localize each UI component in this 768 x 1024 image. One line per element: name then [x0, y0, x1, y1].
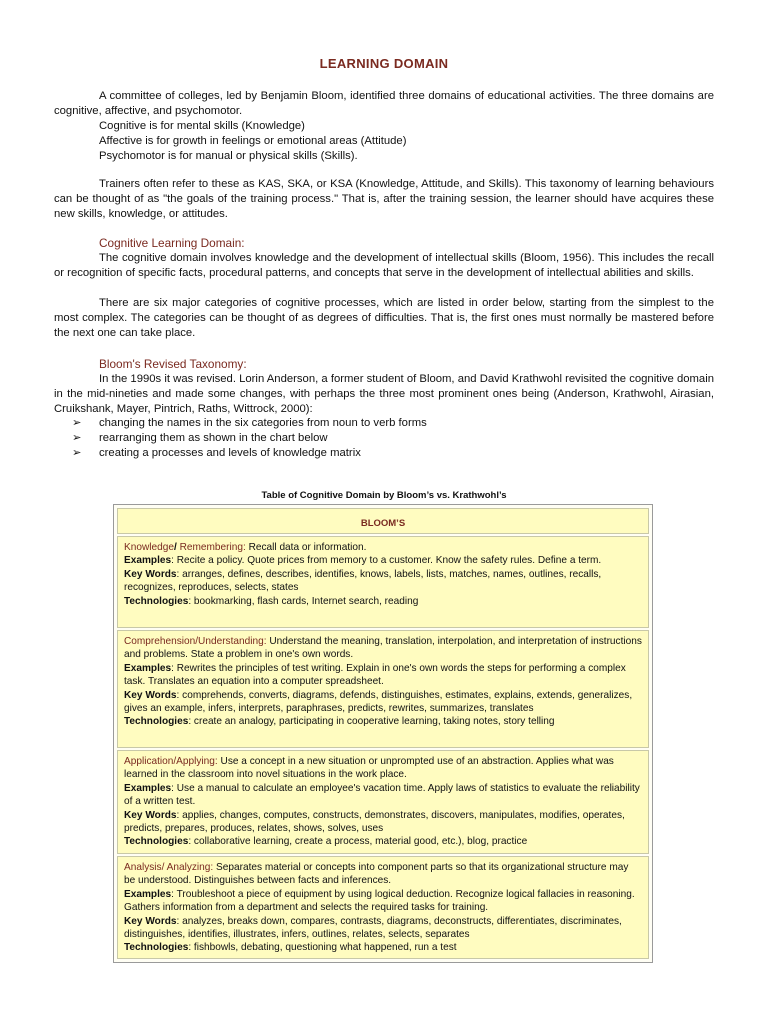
examples-text: : Troubleshoot a piece of equipment by using logical deduction. Recognize logical fallacies in reasoning. Gathers information from a department and selects the required tasks for training. — [124, 888, 635, 914]
table-row-application — [117, 750, 649, 854]
row-technologies — [124, 941, 642, 954]
arrow-bullet-icon: ➢ — [72, 432, 82, 444]
cognitive-text-2: There are six major categories of cognitive processes, which are listed in order below, starting from the simplest to the most complex. The categories can be thought of as degrees of difficulties. That is, the first ones must normally be mastered before the next one can take place. — [54, 297, 714, 339]
row-technologies — [124, 835, 642, 848]
intro-paragraph — [54, 89, 714, 119]
table-row-knowledge — [117, 536, 649, 628]
keywords-key: Key Words — [124, 568, 177, 580]
keywords-text: : comprehends, converts, diagrams, defends, distinguishes, estimates, explains, extends, generalizes, gives an example, infers, interprets, paraphrases, predicts, rewrites, summarizes, translates — [124, 689, 633, 715]
trainers-text: Trainers often refer to these as KAS, SKA, or KSA (Knowledge, Attitude, and Skills). This taxonomy of learning behaviours can be thought of as "the goals of the training process." That is, after the training session, the learner should have acquires these new skills, knowledge, or attitudes. — [54, 178, 714, 220]
table-row-analysis — [117, 856, 649, 959]
row-definition-text: Separates material or concepts into component parts so that its organizational structure may be understood. Distinguishes between facts and inferences. — [124, 862, 629, 887]
keywords-text: : arranges, defines, describes, identifies, knows, labels, lists, matches, names, outlines, recalls, recognizes, reproduces, selects, states — [124, 568, 602, 594]
revised-paragraph — [54, 372, 714, 417]
technologies-key: Technologies — [124, 595, 189, 607]
table-caption: Table of Cognitive Domain by Bloom’s vs. Krathwohl’s — [261, 490, 507, 501]
row-label-slash: / — [173, 542, 177, 553]
examples-key: Examples — [124, 782, 172, 794]
blooms-table — [113, 504, 653, 963]
cognitive-text-1: The cognitive domain involves knowledge and the development of intellectual skills (Bloom, 1956). This includes the recall or recognition of specific facts, procedural patterns, and concepts that serve in the development of intellectual abilities and skills. — [54, 252, 714, 279]
row-examples — [124, 782, 642, 809]
technologies-key: Technologies — [124, 942, 189, 954]
keywords-text: : analyzes, breaks down, compares, contrasts, diagrams, deconstructs, differentiates, discriminates, distinguishes, identifies, illustrates, infers, outlines, relates, selects, separates — [124, 915, 622, 941]
examples-text: : Use a manual to calculate an employee's vacation time. Apply laws of statistics to evaluate the reliability of a written test. — [124, 782, 640, 808]
intro-text: A committee of colleges, led by Benjamin Bloom, identified three domains of educational activities. The three domains are cognitive, affective, and psychomotor. — [54, 90, 714, 117]
row-technologies — [124, 595, 642, 608]
keywords-key: Key Words — [124, 689, 177, 701]
technologies-key: Technologies — [124, 716, 189, 728]
row-definition — [124, 755, 642, 782]
row-label: Knowledge — [124, 542, 174, 553]
table-row-comprehension — [117, 630, 649, 748]
row-definition-text: Understand the meaning, translation, interpolation, and interpretation of instructions and problems. State a problem in one's own words. — [124, 636, 642, 661]
row-keywords — [124, 568, 642, 595]
row-label: Analysis/ Analyzing: — [124, 862, 214, 873]
examples-key: Examples — [124, 662, 172, 674]
page-title: LEARNING DOMAIN — [319, 56, 449, 71]
cognitive-paragraph-1 — [54, 251, 714, 281]
row-examples — [124, 662, 642, 689]
row-examples — [124, 888, 642, 915]
row-definition — [124, 635, 642, 662]
keywords-text: : applies, changes, computes, constructs, demonstrates, discovers, manipulates, modifies, operates, predicts, prepares, produces, relates, shows, solves, uses — [124, 809, 625, 835]
examples-key: Examples — [124, 555, 172, 567]
arrow-bullet-icon: ➢ — [72, 417, 82, 429]
row-examples — [124, 554, 642, 567]
row-definition-text: Recall data or information. — [245, 542, 367, 553]
list-item — [72, 416, 672, 431]
technologies-text: : collaborative learning, create a process, material good, etc.), blog, practice — [188, 836, 528, 848]
row-definition — [124, 861, 642, 888]
intro-line-cognitive: Cognitive is for mental skills (Knowledge) — [99, 120, 305, 132]
examples-text: : Rewrites the principles of test writing. Explain in one's own words the steps for performing a complex task. Translates an equation into a computer spreadsheet. — [124, 662, 626, 688]
row-label: Comprehension/Understanding: — [124, 636, 267, 647]
list-item — [72, 431, 672, 446]
row-label: Application/Applying: — [124, 756, 218, 767]
row-definition-text: Use a concept in a new situation or unprompted use of an abstraction. Applies what was learned in the classroom into novel situations in the work place. — [124, 756, 614, 781]
bullet-text: rearranging them as shown in the chart below — [99, 432, 328, 444]
examples-key: Examples — [124, 888, 172, 900]
trainers-paragraph — [54, 177, 714, 222]
technologies-text: : bookmarking, flash cards, Internet search, reading — [188, 595, 419, 607]
arrow-bullet-icon: ➢ — [72, 447, 82, 459]
row-keywords — [124, 689, 642, 716]
technologies-key: Technologies — [124, 836, 189, 848]
row-keywords — [124, 809, 642, 836]
row-label-secondary: Remembering: — [176, 542, 246, 553]
revised-text: In the 1990s it was revised. Lorin Anderson, a former student of Bloom, and David Krathwohl revisited the cognitive domain in the mid-nineties and made some changes, with perhaps the three most prominent ones being (Anderson, Krathwohl, Airasian, Cruikshank, Mayer, Pintrich, Raths, Wittrock, 2000): — [54, 373, 714, 415]
intro-line-affective: Affective is for growth in feelings or emotional areas (Attitude) — [99, 135, 407, 147]
row-keywords — [124, 915, 642, 942]
cognitive-paragraph-2 — [54, 296, 714, 341]
intro-line-psychomotor: Psychomotor is for manual or physical skills (Skills). — [99, 150, 358, 162]
bullet-text: changing the names in the six categories from noun to verb forms — [99, 417, 427, 429]
cognitive-heading: Cognitive Learning Domain: — [99, 236, 245, 250]
list-item — [72, 446, 672, 461]
revised-heading: Bloom's Revised Taxonomy: — [99, 357, 247, 371]
keywords-key: Key Words — [124, 809, 177, 821]
examples-text: : Recite a policy. Quote prices from memory to a customer. Know the safety rules. Define a term. — [171, 555, 602, 567]
row-definition — [124, 541, 642, 554]
bullet-text: creating a processes and levels of knowledge matrix — [99, 447, 361, 459]
keywords-key: Key Words — [124, 915, 177, 927]
revised-bullet-list — [72, 416, 672, 461]
table-header: BLOOM’S — [117, 508, 649, 534]
technologies-text: : create an analogy, participating in cooperative learning, taking notes, story telling — [188, 716, 555, 728]
technologies-text: : fishbowls, debating, questioning what happened, run a test — [188, 942, 457, 954]
row-technologies — [124, 715, 642, 728]
